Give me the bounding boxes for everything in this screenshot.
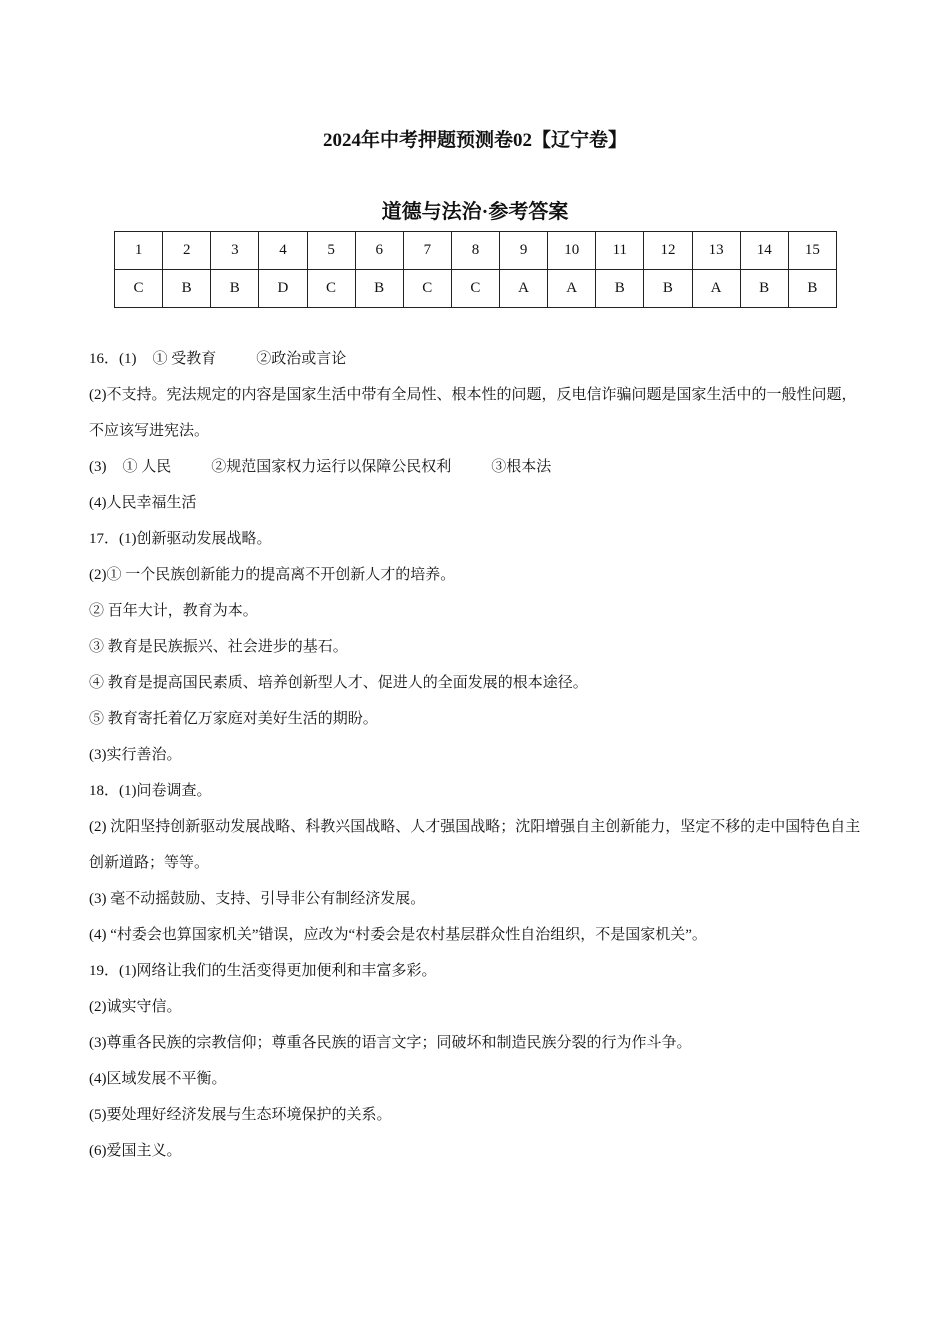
q16-part3-answer-b: ②规范国家权力运行以保障公民权利 xyxy=(211,459,452,475)
q19-part2: (2)诚实守信。 xyxy=(89,999,182,1015)
q19-part1: 19．(1)网络让我们的生活变得更加便利和丰富多彩。 xyxy=(89,963,437,979)
answer-table-answer-row xyxy=(115,270,837,308)
q19-part4: (4)区域发展不平衡。 xyxy=(89,1071,227,1087)
q19-part3: (3)尊重各民族的宗教信仰；尊重各民族的语言文字；同破坏和制造民族分裂的行为作斗争。 xyxy=(89,1035,692,1051)
question-number-cell: 2 xyxy=(163,232,211,270)
q16-part3-answer-c: ③根本法 xyxy=(491,459,552,475)
answer-table-number-row xyxy=(115,232,837,270)
question-number-cell: 11 xyxy=(596,232,644,270)
q17-part2-point3: ③ 教育是民族振兴、社会进步的基石。 xyxy=(89,639,348,655)
answer-cell: C xyxy=(115,270,163,308)
q16-part2: (2)不支持。宪法规定的内容是国家生活中带有全局性、根本性的问题，反电信诈骗问题是国家生活中的一般性问题，不应该写进宪法。 xyxy=(89,387,857,439)
question-number-cell: 8 xyxy=(451,232,499,270)
question-number-cell: 4 xyxy=(259,232,307,270)
q18-part4: (4) “村委会也算国家机关”错误，应改为“村委会是农村基层群众性自治组织，不是国家机关”。 xyxy=(89,927,707,943)
q18-part2: (2) 沈阳坚持创新驱动发展战略、科教兴国战略、人才强国战略；沈阳增强自主创新能力，坚定不移的走中国特色自主创新道路；等等。 xyxy=(89,819,861,871)
q17-part2-point1: (2)① 一个民族创新能力的提高离不开创新人才的培养。 xyxy=(89,567,456,583)
q16-part3 xyxy=(89,452,864,488)
question-number-cell: 6 xyxy=(355,232,403,270)
answer-cell: A xyxy=(692,270,740,308)
q17-part1: 17．(1)创新驱动发展战略。 xyxy=(89,531,272,547)
question-number-cell: 14 xyxy=(740,232,788,270)
question-number-cell: 12 xyxy=(644,232,692,270)
page-title: 2024年中考押题预测卷02【辽宁卷】 xyxy=(322,130,627,151)
question-number-cell: 13 xyxy=(692,232,740,270)
question-number-cell: 3 xyxy=(211,232,259,270)
answer-cell: D xyxy=(259,270,307,308)
q16-part1-answer-a: ① 受教育 xyxy=(152,351,217,367)
answer-cell: B xyxy=(211,270,259,308)
question-number-cell: 9 xyxy=(500,232,548,270)
answer-cell: C xyxy=(403,270,451,308)
question-number-cell: 5 xyxy=(307,232,355,270)
answer-cell: B xyxy=(644,270,692,308)
question-number-cell: 15 xyxy=(788,232,836,270)
q16-part3-prefix: (3) xyxy=(89,459,107,475)
q17-part2-point4: ④ 教育是提高国民素质、培养创新型人才、促进人的全面发展的根本途径。 xyxy=(89,675,588,691)
answer-cell: B xyxy=(596,270,644,308)
answer-cell: B xyxy=(355,270,403,308)
answer-cell: B xyxy=(788,270,836,308)
q16-part4: (4)人民幸福生活 xyxy=(89,495,197,511)
question-number-cell: 10 xyxy=(548,232,596,270)
q17-part2-point2: ② 百年大计，教育为本。 xyxy=(89,603,258,619)
page-subtitle: 道德与法治·参考答案 xyxy=(381,201,569,223)
answer-cell: B xyxy=(740,270,788,308)
q16-part3-answer-a: ① 人民 xyxy=(122,459,172,475)
q16-part1-prefix: 16．(1) xyxy=(89,351,137,367)
question-number-cell: 7 xyxy=(403,232,451,270)
q19-part5: (5)要处理好经济发展与生态环境保护的关系。 xyxy=(89,1107,392,1123)
answer-body xyxy=(89,344,864,1172)
q19-part6: (6)爱国主义。 xyxy=(89,1143,182,1159)
q16-part1 xyxy=(89,344,864,380)
answer-cell: C xyxy=(451,270,499,308)
answer-table xyxy=(114,231,837,308)
q17-part2-point5: ⑤ 教育寄托着亿万家庭对美好生活的期盼。 xyxy=(89,711,378,727)
q17-part3: (3)实行善治。 xyxy=(89,747,182,763)
answer-cell: C xyxy=(307,270,355,308)
answer-cell: A xyxy=(548,270,596,308)
q16-part1-answer-b: ②政治或言论 xyxy=(256,351,347,367)
answer-cell: A xyxy=(500,270,548,308)
q18-part3: (3) 毫不动摇鼓励、支持、引导非公有制经济发展。 xyxy=(89,891,426,907)
answer-cell: B xyxy=(163,270,211,308)
q18-part1: 18．(1)问卷调查。 xyxy=(89,783,212,799)
question-number-cell: 1 xyxy=(115,232,163,270)
